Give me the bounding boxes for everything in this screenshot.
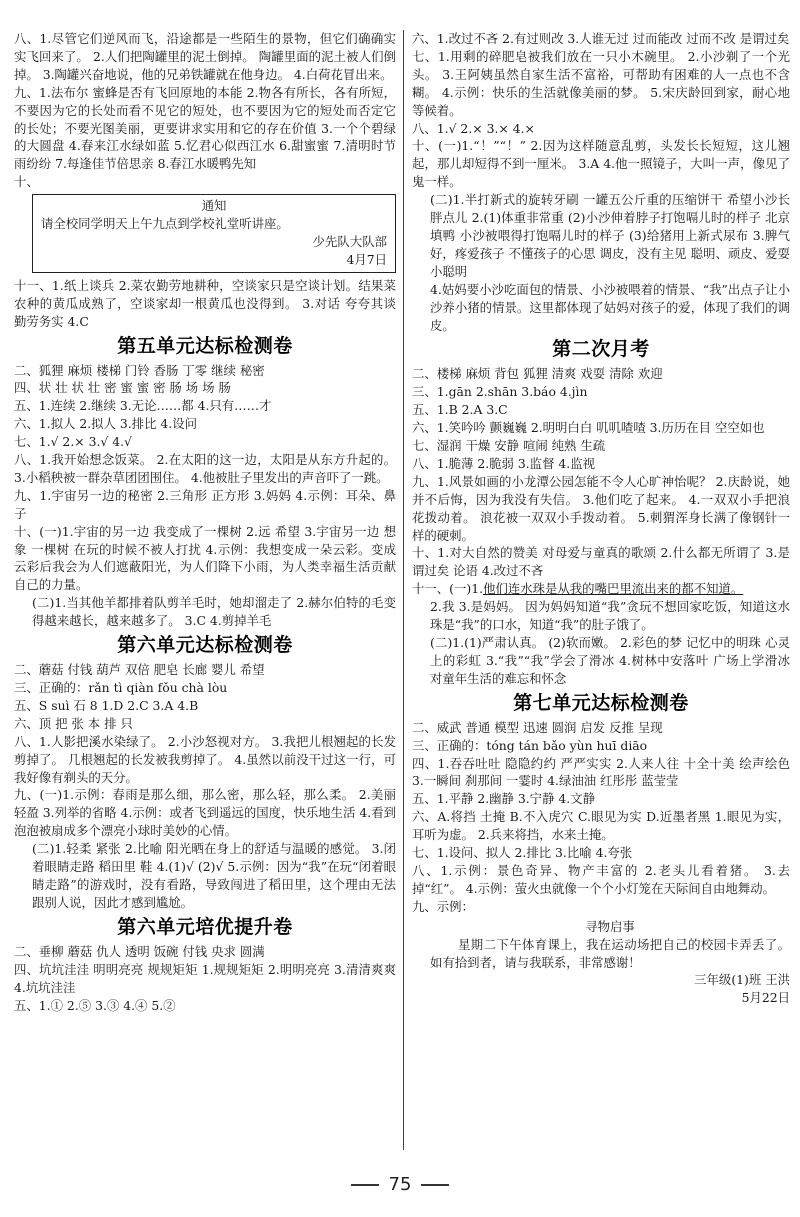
- answer-item: 五、1.B 2.A 3.C: [412, 402, 508, 418]
- section-heading: 第二次月考: [552, 338, 650, 361]
- answer-item: 七、湿润 干燥 安静 喧闹 纯熟 生疏: [412, 438, 606, 454]
- left-column: [14, 30, 396, 1014]
- answer-item: 六、1.笑吟吟 颤巍巍 2.明明白白 叽叽喳喳 3.历历在目 空空如也: [412, 420, 765, 436]
- column-divider: [403, 30, 404, 1150]
- answer-item: 三、正确的：rǎn tì qiàn fǒu chà lòu: [14, 680, 228, 695]
- answer-item: 二、楼梯 麻烦 背包 狐狸 清爽 戏耍 清除 欢迎: [412, 366, 663, 382]
- answer-item: 八、1.人影把溪水染绿了。 2.小沙怒视对方。 3.我把儿根翘起的长发剪掉了。 几根翘起的长发被我剪掉了。 4.虽然以前没干过这一行，可我好像有剃头的天分。: [14, 733, 396, 785]
- answer-item: 八、1.脆薄 2.脆弱 3.监督 4.监视: [412, 455, 596, 471]
- answer-item: 八、1.示例：景色奇异、物产丰富的 2.老头儿看着猪。 3.去掉“红”。 4.示例：萤火虫就像一个个小灯笼在天际间自由地舞动。: [412, 862, 790, 896]
- section-heading: 第七单元达标检测卷: [513, 691, 689, 714]
- answer-item: 2.我 3.是妈妈。 因为妈妈知道“我”贪玩不想回家吃饭，知道这水珠是“我”的口水，知道“我”的肚子饿了。: [430, 599, 790, 633]
- answer-key-page: [14, 30, 790, 1160]
- answer-item: 十一、1.纸上谈兵 2.菜农勤劳地耕种，空谈家只是空谈计划。结果菜农种的黄瓜成熟了，空谈家却一根黄瓜也没得到。 3.对话 夸夸其谈 勤劳务实 4.C: [14, 277, 396, 329]
- answer-prefix: 十一、(一)1.: [412, 581, 484, 597]
- page-number: [0, 1174, 800, 1195]
- answer-item: (二)1.轻柔 紧张 2.比喻 阳光晒在身上的舒适与温暖的感觉。 3.闭着眼睛走路 稻田里 鞋 4.(1)√ (2)√ 5.示例：因为“我”在玩“闭着眼睛走路”的游戏时，没有看路，导致闯进了稻田里，这个理由无法跟别人说，因此才感到尴尬。: [32, 841, 396, 910]
- answer-item: [412, 580, 790, 598]
- answer-item: 三、1.gān 2.shān 3.báo 4.jìn: [412, 384, 588, 400]
- answer-item: 二、垂柳 蘑菇 仇人 透明 饭碗 付钱 央求 圆满: [14, 943, 265, 959]
- right-column: [412, 30, 790, 1007]
- answer-item: 九、示例：: [412, 898, 474, 914]
- answer-item: 四、状 壮 状 壮 密 蜜 蜜 密 肠 场 场 肠: [14, 380, 231, 396]
- section-heading: 第五单元达标检测卷: [117, 334, 293, 357]
- section-heading: 第六单元达标检测卷: [117, 634, 293, 657]
- answer-item: 二、蘑菇 付钱 葫芦 双倍 肥皂 长廊 婴儿 希望: [14, 662, 265, 678]
- page-number-dash-left: [351, 1184, 379, 1186]
- page-number-dash-right: [421, 1184, 449, 1186]
- answer-item: (二)1.半打新式的旋转牙刷 一罐五公斤重的压缩饼干 希望小沙长胖点儿 2.(1)体重非常重 (2)小沙伸着脖子打饱嗝儿时的样子 北京填鸭 小沙被喂得打饱嗝儿时的样子 (3)给猪用上新式尿布 3.脾气好，疼爱孩子 不懂孩子的心思 调皮，没有主见 聪明、顽皮、爱耍小聪明: [430, 192, 790, 279]
- lost-item-notice: [430, 918, 790, 1008]
- answer-item: 六、A.将挡 土掩 B.不入虎穴 C.眼见为实 D.近墨者黑 1.眼见为实，耳听为虚。 2.兵来将挡，水来土掩。: [412, 809, 790, 843]
- answer-item: 五、1.连续 2.继续 3.无论……都 4.只有……才: [14, 398, 272, 414]
- notice-body: 请全校同学明天上午九点到学校礼堂听讲座。: [41, 216, 289, 232]
- lost-notice-body: 星期二下午体育课上，我在运动场把自己的校园卡弄丢了。如有拾到者，请与我联系，非常感谢！: [430, 936, 790, 970]
- answer-item: (二)1.当其他羊都排着队剪羊毛时，她却溜走了 2.赫尔伯特的毛变得越来越长，越来越多了。 3.C 4.剪掉羊毛: [32, 595, 396, 629]
- answer-item: 六、1.拟人 2.拟人 3.排比 4.设问: [14, 416, 198, 432]
- section-heading: 第六单元培优提升卷: [117, 915, 293, 938]
- answer-item: 八、1.尽管它们逆风而飞，沿途都是一些陌生的景物，但它们确确实实飞回来了。 2.人们把陶罐里的泥土倒掉。 陶罐里面的泥土被人们倒掉。 3.陶罐兴奋地说，他的兄弟铁罐就在他身边。 4.白荷花冒出来。: [14, 31, 396, 82]
- notice-title: 通知: [201, 198, 227, 214]
- answer-item: 十、(一)1.“！”“！” 2.因为这样随意乱剪，头发长长短短，这儿翘起，那儿却短得不到一厘米。 3.A 4.他一照镜子，大叫一声，像见了鬼一样。: [412, 138, 790, 190]
- answer-item: 十、(一)1.宇宙的另一边 我变成了一棵树 2.远 希望 3.宇宙另一边 想象 一棵树 在玩的时候不被人打扰 4.示例：我想变成一朵云彩。变成云彩后我会为人们遮蔽阳光，为人们降下小雨，为人类幸福生活贡献自己的力量。: [14, 523, 396, 593]
- answer-item: 七、1.用剩的碎肥皂被我们放在一只小木碗里。 2.小沙剃了一个光头。 3.王阿姨虽然自家生活不富裕，可帮助有困难的人一点也不含糊。 4.示例：快乐的生活就像美丽的梦。 5.宋庆龄回到家，耐心地等候着。: [412, 48, 790, 118]
- page-number-text: 75: [388, 1174, 412, 1195]
- answer-item: 七、1.设问、拟人 2.排比 3.比喻 4.夸张: [412, 845, 633, 861]
- answer-item: 四、1.吞吞吐吐 隐隐约约 严严实实 2.人来人往 十全十美 绘声绘色 3.一瞬间 刹那间 一霎时 4.绿油油 红彤彤 蓝莹莹: [412, 755, 790, 789]
- lost-notice-signer: 三年级(1)班 王洪: [694, 972, 790, 988]
- answer-item: 4.姑妈要小沙吃面包的情景、小沙被喂着的情景、“我”出点子让小沙养小猪的情景。这里都体现了姑妈对孩子的爱，体现了我们的调皮。: [430, 281, 790, 333]
- lost-notice-date: 5月22日: [741, 990, 790, 1006]
- answer-item: 九、(一)1.示例：春雨是那么细，那么密，那么轻，那么柔。 2.美丽 轻盈 3.列举的省略 4.示例：或者飞到遥远的国度，快乐地生活 4.看到泡泡被扇成多个漂亮小球时美妙的心情。: [14, 787, 396, 839]
- underlined-answer: 他们连水珠是从我的嘴巴里流出来的都不知道。: [483, 581, 744, 597]
- answer-item: 八、1.√ 2.× 3.× 4.×: [412, 120, 535, 136]
- notice-signer: 少先队大队部: [312, 233, 387, 249]
- answer-item: 九、1.宇宙另一边的秘密 2.三角形 正方形 3.妈妈 4.示例：耳朵、鼻子: [14, 487, 396, 521]
- lost-notice-title: 寻物启事: [585, 918, 635, 934]
- answer-item: 十、: [14, 174, 39, 190]
- notice-date: 4月7日: [346, 251, 387, 267]
- answer-item: 四、坑坑洼洼 明明亮亮 规规矩矩 1.规规矩矩 2.明明亮亮 3.清清爽爽 4.坑坑洼洼: [14, 961, 396, 995]
- answer-item: 九、1.法布尔 蜜蜂是否有飞回原地的本能 2.物各有所长，各有所短，不要因为它的长处而看不见它的短处，也不要因为它的短处而否定它的长处；不要光图美丽，更要讲求实用和它的存在价值 3.一个个碧绿的大圆盘 4.春来江水绿如蓝 5.忆君心似西江水 6.甜蜜蜜 7.清明时节雨纷纷 7.每逢佳节倍思亲 8.春江水暖鸭先知: [14, 84, 396, 172]
- answer-item: 五、1.平静 2.幽静 3.宁静 4.文静: [412, 791, 596, 807]
- answer-item: 二、狐狸 麻烦 楼梯 门铃 香肠 丁零 继续 秘密: [14, 362, 265, 378]
- answer-item: 八、1.我开始想念饭菜。 2.在太阳的这一边，太阳是从东方升起的。 3.小稻秧被一群杂草团团围住。 4.他被肚子里发出的声音吓了一跳。: [14, 452, 396, 485]
- answer-item: 十、1.对大自然的赞美 对母爱与童真的歌颂 2.什么都无所谓了 3.是谓过矣 论语 4.改过不吝: [412, 545, 790, 579]
- answer-item: (二)1.(1)严肃认真。 (2)软而嫩。 2.彩色的梦 记忆中的明珠 心灵上的彩虹 3.“我”“我”学会了滑冰 4.树林中安落叶 广场上学滑冰 对童年生活的难忘和怀念: [430, 635, 790, 686]
- answer-item: 九、1.风景如画的小龙潭公园怎能不令人心旷神怡呢？ 2.庆龄说，她并不后悔，因为我没有失信。 3.他们吃了起来。 4.一双双小手把浪花拨动着。 浪花被一双双小手拨动着。 5.刺猬浑身长满了像钢针一样的硬刺。: [412, 473, 790, 543]
- answer-item: 五、1.① 2.⑤ 3.③ 4.④ 5.②: [14, 997, 176, 1013]
- answer-item: 二、威武 普通 模型 迅速 圆润 启发 反推 呈现: [412, 719, 663, 735]
- answer-item: 六、1.改过不吝 2.有过则改 3.人谁无过 过而能改 过而不改 是谓过矣: [412, 31, 790, 46]
- answer-item: 五、S suì 石 8 1.D 2.C 3.A 4.B: [14, 697, 199, 713]
- answer-item: 六、顶 把 张 本 排 只: [14, 715, 133, 731]
- answer-item: 七、1.√ 2.× 3.√ 4.√: [14, 434, 132, 450]
- notice-box: [32, 194, 396, 273]
- answer-item: 三、正确的：tóng tán bǎo yùn huī diāo: [412, 737, 648, 753]
